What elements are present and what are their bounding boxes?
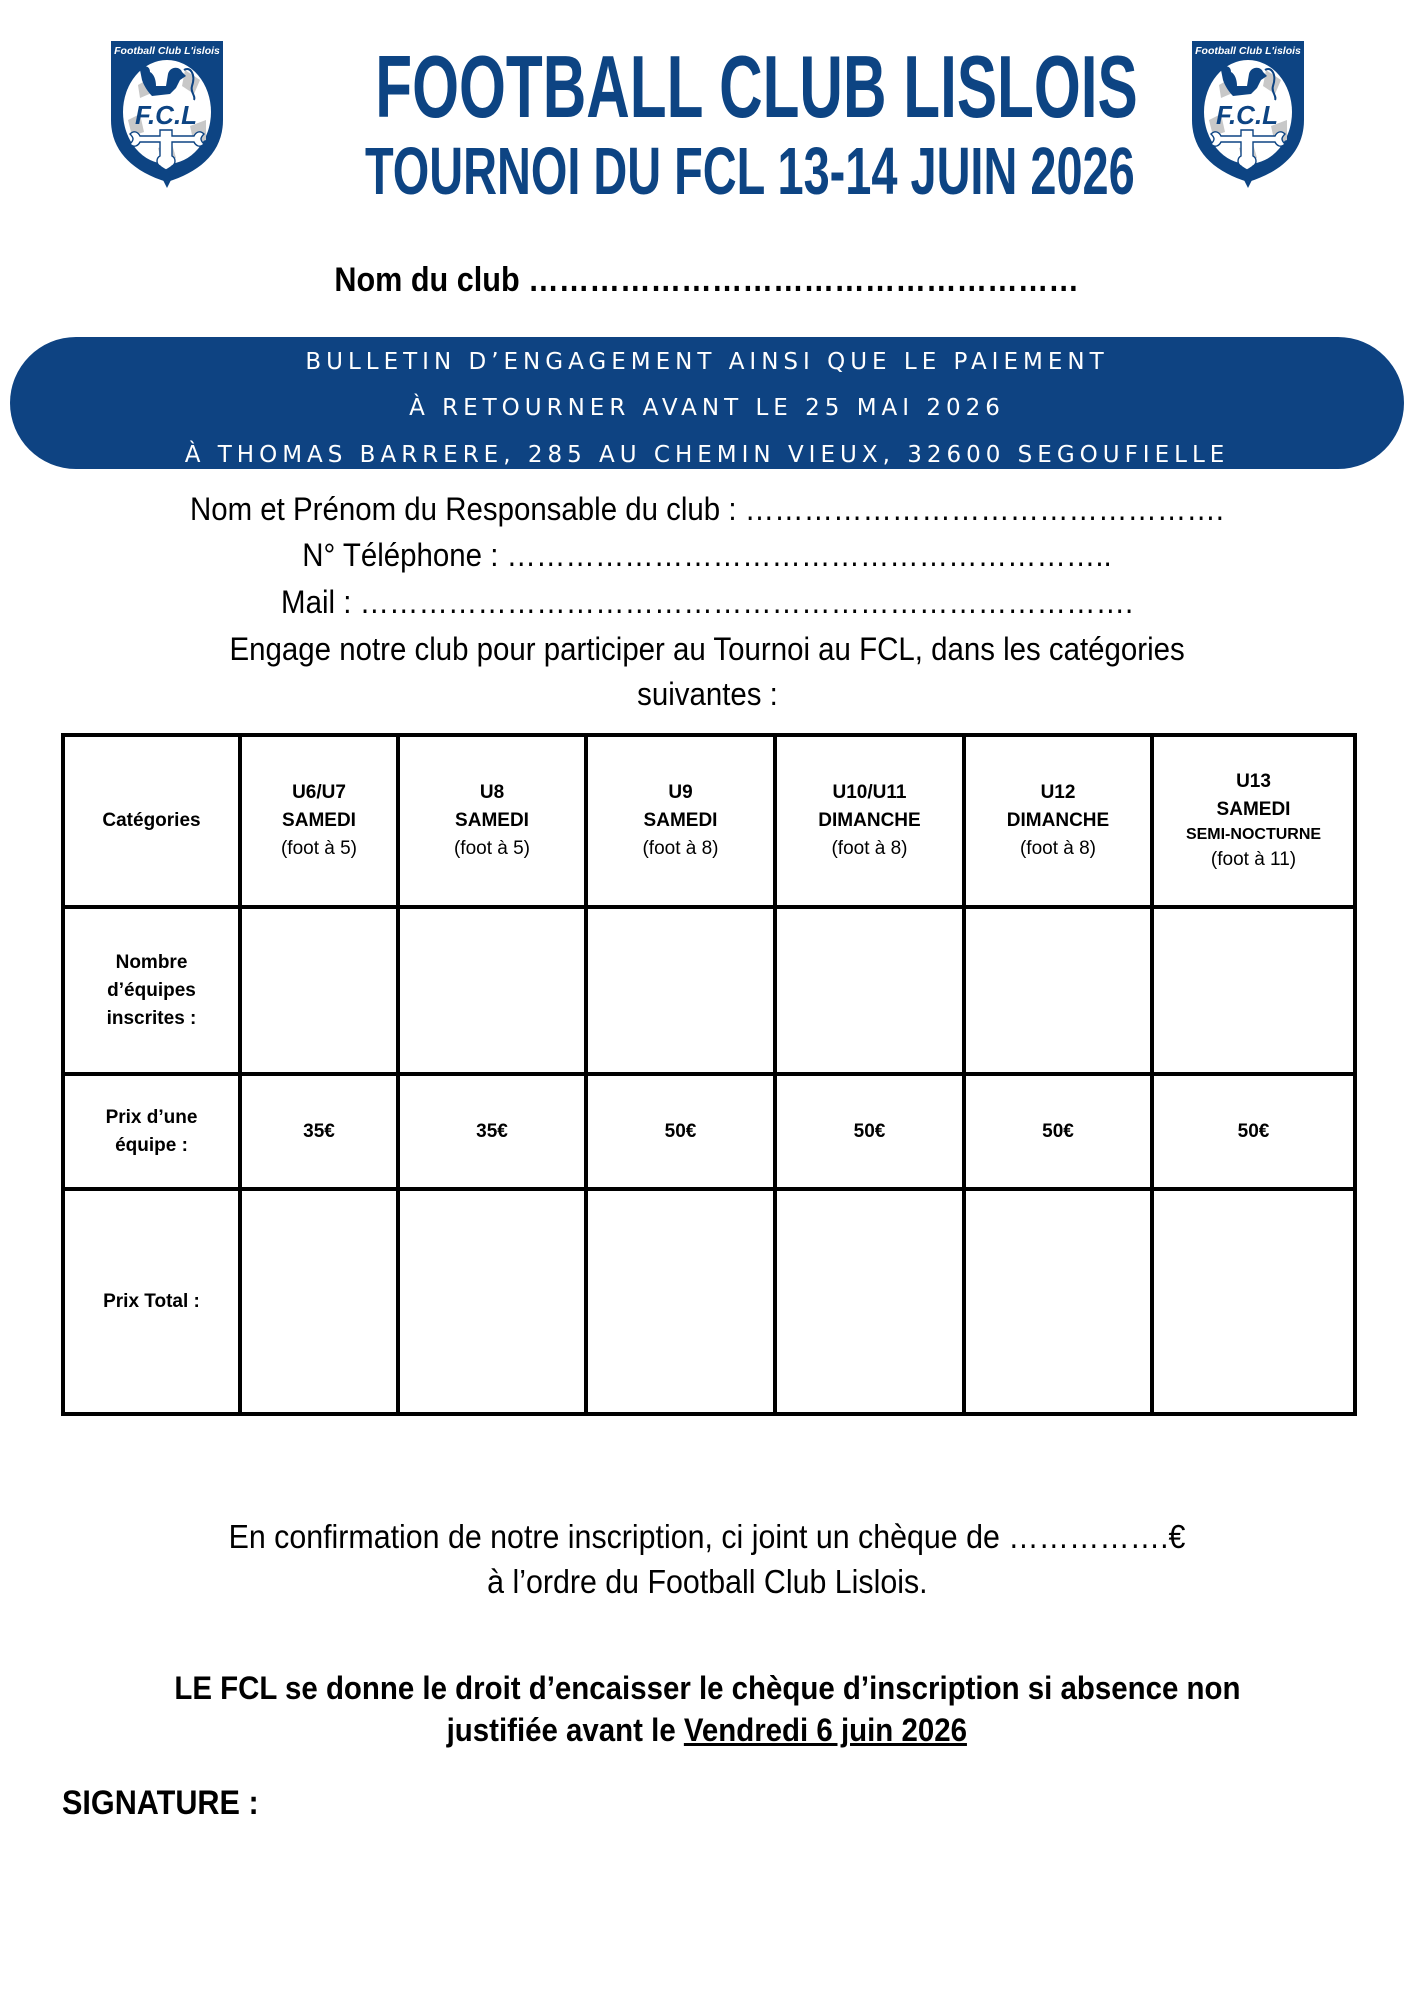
price-u9: 50€ [586,1074,775,1189]
category-header-u13 [1152,735,1355,907]
total-input-u12[interactable] [964,1189,1152,1414]
table-row-total-price [63,1189,1355,1414]
category-header-u12 [964,735,1152,907]
table-row-team-count [63,907,1355,1074]
category-format: (foot à 8) [642,838,719,859]
warning-line-2-prefix: justifiée avant le [446,1712,685,1748]
page-title [200,37,1214,137]
team-count-input-u12[interactable] [964,907,1152,1074]
row-label-line: Prix d’une [105,1106,198,1128]
warning-text-2 [0,1708,1414,1752]
club-name-field[interactable] [0,258,1414,302]
signature-label: SIGNATURE : [62,1784,259,1822]
category-name: U6/U7 [292,782,346,803]
category-format: (foot à 8) [1019,838,1097,859]
category-name: U9 [668,782,693,803]
row-label-team-price [63,1074,240,1189]
cheque-amount-field[interactable] [0,1515,1414,1559]
logo-initials: F.C.L [134,100,198,130]
telephone-label: N° Téléphone : …………………………………………………….. [302,537,1112,573]
category-extra: SEMI-NOCTURNE [1185,826,1322,843]
confirmation-line-2: à l’ordre du Football Club Lislois. [486,1563,928,1600]
engagement-line-2: suivantes : [636,676,778,712]
total-input-u10-u11[interactable] [775,1189,964,1414]
category-day: SAMEDI [1216,799,1291,820]
price-u10-u11: 50€ [775,1074,964,1189]
price-u13: 50€ [1152,1074,1355,1189]
table-header-row [63,735,1355,907]
category-day: DIMANCHE [1006,810,1110,831]
price-u8: 35€ [398,1074,586,1189]
category-name: U8 [479,782,505,803]
price-u6-u7: 35€ [240,1074,398,1189]
category-format: (foot à 8) [831,838,908,859]
category-format: (foot à 11) [1210,849,1297,870]
row-label-total-price: Prix Total : [63,1189,240,1414]
row-label-line: inscrites : [106,1007,197,1029]
team-count-input-u9[interactable] [586,907,775,1074]
banner-line-1: BULLETIN D’ENGAGEMENT AINSI QUE LE PAIEMENT [305,349,1109,375]
category-header-u10-u11 [775,735,964,907]
price-u12: 50€ [964,1074,1152,1189]
page-subtitle [200,134,1214,210]
total-input-u9[interactable] [586,1189,775,1414]
team-count-input-u13[interactable] [1152,907,1355,1074]
total-input-u6-u7[interactable] [240,1189,398,1414]
category-header-u6-u7 [240,735,398,907]
category-format: (foot à 5) [280,838,358,859]
logo-top-text: Football Club L'islois [1195,45,1301,57]
team-count-input-u6-u7[interactable] [240,907,398,1074]
warning-text-1 [0,1666,1414,1710]
club-name-label: Nom du club ……………………………………………… [334,261,1080,299]
row-label-line: d’équipes [107,979,196,1001]
category-header-u9 [586,735,775,907]
total-input-u8[interactable] [398,1189,586,1414]
team-count-input-u10-u11[interactable] [775,907,964,1074]
row-label-categories: Catégories [63,735,240,907]
mail-field[interactable] [0,582,1414,622]
total-input-u13[interactable] [1152,1189,1355,1414]
category-day: SAMEDI [643,810,718,831]
registration-table [61,733,1357,1416]
engagement-line-1: Engage notre club pour participer au Tournoi au FCL, dans les catégories [229,631,1185,667]
warning-line-2 [447,1708,967,1752]
logo-initials: F.C.L [1215,100,1279,130]
responsable-field[interactable] [0,489,1414,529]
category-header-u8 [398,735,586,907]
category-day: SAMEDI [455,810,529,831]
page-subtitle-text: TOURNOI DU FCL 13-14 JUIN 2026 [364,134,1135,209]
instructions-banner [10,337,1404,469]
row-label-line: équipe : [115,1134,188,1156]
engagement-text-1 [0,629,1414,669]
deadline-date: Vendredi 6 juin 2026 [684,1712,968,1748]
category-day: DIMANCHE [818,810,921,831]
confirmation-line-1: En confirmation de notre inscription, ci joint un chèque de …………….€ [228,1518,1186,1555]
table-row-team-price [63,1074,1355,1189]
warning-line-1: LE FCL se donne le droit d’encaisser le chèque d’inscription si absence non [173,1670,1241,1706]
category-format: (foot à 5) [453,838,531,859]
category-day: SAMEDI [282,810,356,831]
banner-line-3: À THOMAS BARRERE, 285 AU CHEMIN VIEUX, 32600 SEGOUFIELLE [184,442,1230,468]
banner-line-2: À RETOURNER AVANT LE 25 MAI 2026 [409,395,1005,421]
page-title-text: FOOTBALL CLUB LISLOIS [375,37,1138,136]
telephone-field[interactable] [0,535,1414,575]
logo-top-text: Football Club L'islois [114,45,220,57]
engagement-text-2 [0,674,1414,714]
mail-label: Mail : ……………………………………………………………………. [280,584,1134,620]
signature-field[interactable] [62,1781,280,1825]
row-label-team-count [63,907,240,1074]
team-count-input-u8[interactable] [398,907,586,1074]
category-name: U10/U11 [832,782,907,803]
responsable-label: Nom et Prénom du Responsable du club : …………………………………………. [190,491,1224,527]
row-label-line: Nombre [115,951,188,973]
confirmation-text-2 [0,1560,1414,1604]
category-name: U13 [1236,771,1271,792]
category-name: U12 [1040,782,1076,803]
